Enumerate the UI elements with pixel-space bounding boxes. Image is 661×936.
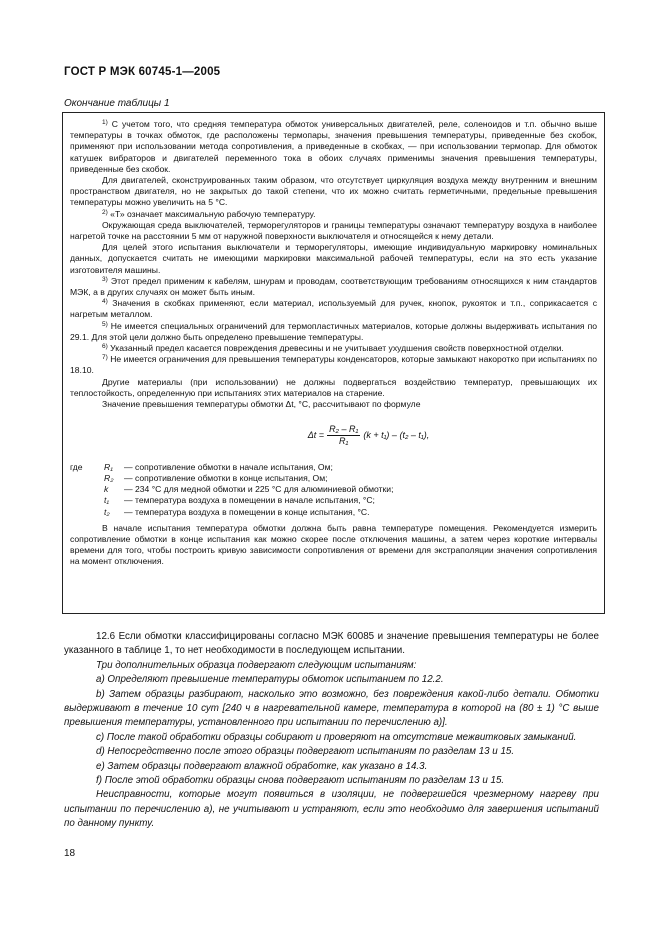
- note-6: $^{6)}$ Указанный предел касается повреждения древесины и не учитывает ухудшения свойств поверхностной отделки.: [102, 343, 564, 354]
- item-d: d) Непосредственно после этого образцы подвергают испытаниям по разделам 13 и 15.: [96, 746, 515, 758]
- clause-12-6-closing: Неисправности, которые могут появиться в изоляции, не подвергшейся чрезмерному нагреву при испытании по перечислению a), не учитывают и устраняют, если это необходимо для завершения испытаний по данному пункту.: [64, 789, 599, 830]
- legend-text: — температура воздуха в помещении в конце испытания, °С.: [124, 506, 370, 517]
- item-b: b) Затем образцы разбирают, насколько это возможно, без повреждения какой-либо детали. Обмотки выдерживают в течение 10 сут [240 ч в нагревательной камере, температура в которой на (80 ± 1) °С выше превышения температуры, установленного при испытании по перечислению a)].: [64, 688, 599, 729]
- note-7-paragraph-3: Значение превышения температуры обмотки Δt, °С, рассчитывают по формуле: [102, 399, 421, 410]
- note-final-paragraph: В начале испытания температура обмотки должна быть равна температуре помещения. Рекомендуется измерить сопротивление обмотки в конце испытания как можно скорее после отключения машины, а затем через короткие интервалы времени для того, чтобы построить кривую зависимости сопротивления от времени для экстраполяции значения сопротивления на момент отключения.: [70, 522, 597, 567]
- item-a: a) Определяют превышение температуры обмоток испытанием по 12.2.: [96, 674, 444, 686]
- legend-text: — 234 °С для медной обмотки и 225 °С для алюминиевой обмотки;: [124, 484, 394, 495]
- item-c: c) После такой обработки образцы собирают и проверяют на отсутствие межвитковых замыканий.: [96, 731, 577, 743]
- table-caption: Окончание таблицы 1: [64, 98, 170, 109]
- legend-text: — сопротивление обмотки в конце испытания, Ом;: [124, 472, 328, 483]
- item-f: f) После этой обработки образцы снова подвергают испытаниям по разделам 13 и 15.: [96, 775, 505, 787]
- note-1: $^{1)}$ С учетом того, что средняя температура обмоток универсальных двигателей, реле, соленоидов и т.п. обычно выше температуры в точках обмоток, где расположены термопары, значения превышения температуры, приведенные без скобок, применяют при использовании метода сопротивления, а приведенные в скобках, — при использовании термопар. Для обмоток катушек вибраторов и двигателей переменного тока в обоих случаях применимы значения превышения температуры, приведенные без скобок.: [70, 119, 597, 174]
- document-header: ГОСТ Р МЭК 60745-1—2005: [64, 66, 221, 78]
- formula-legend: [70, 462, 597, 518]
- where-word: где: [70, 461, 83, 472]
- formula-fraction: [327, 424, 360, 447]
- formula-denominator: R₁: [339, 436, 349, 447]
- item-e: e) Затем образцы подвергают влажной обработке, как указано в 14.3.: [96, 760, 428, 772]
- legend-symbol: k: [104, 484, 109, 495]
- main-text: [64, 630, 599, 832]
- page-number: 18: [64, 848, 76, 859]
- note-4: $^{4)}$ Значения в скобках применяют, если материал, используемый для ручек, кнопок, рукояток и т.п., соприкасается с нагретым металлом.: [70, 298, 598, 320]
- formula-rhs: (k + t₁) – (t₂ – t₁),: [363, 430, 430, 441]
- table-notes-box: [62, 112, 605, 614]
- formula-numerator: R₂ – R₁: [327, 424, 360, 436]
- legend-symbol: t₁: [104, 495, 110, 506]
- legend-text: — температура воздуха в помещении в начале испытания, °С;: [124, 495, 375, 506]
- clause-12-6-intro: Три дополнительных образца подвергают следующим испытаниям:: [96, 659, 417, 671]
- note-5: $^{5)}$ Не имеется специальных ограничений для термопластичных материалов, которые должны выдерживать испытания по 29.1. Для этой цели должно быть определено превышение температуры.: [70, 320, 598, 342]
- note-2-paragraph-3: Для целей этого испытания выключатели и терморегуляторы, имеющие индивидуальную маркировку номинальных данных, допускается считать не имеющими маркировки максимальной рабочей температуры, если на это есть указание изготовителя машины.: [70, 242, 597, 275]
- legend-symbol: R₂: [104, 472, 114, 483]
- legend-symbol: R₁: [104, 461, 113, 472]
- clause-12-6: 12.6 Если обмотки классифицированы согласно МЭК 60085 и значение превышения температуры не более указанного в таблице 1, то нет необходимости в последующем испытании.: [64, 631, 599, 657]
- note-7-paragraph-2: Другие материалы (при использовании) не должны подвергаться воздействию температур, превышающих их теплостойкость, определенную при испытаниях этих материалов на старение.: [70, 376, 597, 398]
- formula-lhs: Δt =: [307, 430, 325, 441]
- winding-temperature-formula: [140, 424, 597, 447]
- note-2-paragraph-2: Окружающая среда выключателей, терморегуляторов и границы температуры означают температуру воздуха в наиболее нагретой точке на расстоянии 5 мм от наружной поверхности выключателя и относящейся к нему детали.: [70, 219, 597, 242]
- legend-text: — сопротивление обмотки в начале испытания, Ом;: [124, 461, 333, 472]
- note-2: $^{2)}$ «Т» означает максимальную рабочую температуру.: [102, 208, 316, 219]
- note-3: $^{3)}$ Этот предел применим к кабелям, шнурам и проводам, соответствующим требованиям относящихся к ним стандартов МЭК, а в других случаях он может быть иным.: [70, 275, 597, 298]
- legend-symbol: t₂: [104, 506, 110, 517]
- note-1-paragraph-2: Для двигателей, сконструированных таким образом, что отсутствует циркуляция воздуха между внутренним и внешним пространством двигателя, но не закрытых до такой степени, что их можно считать герметичными, предельные превышения температуры можно увеличить на 5 °С.: [70, 175, 597, 208]
- note-7: $^{7)}$ Не имеется ограничения для превышения температуры конденсаторов, которые замыкают накоротко при испытаниях по 18.10.: [70, 354, 597, 376]
